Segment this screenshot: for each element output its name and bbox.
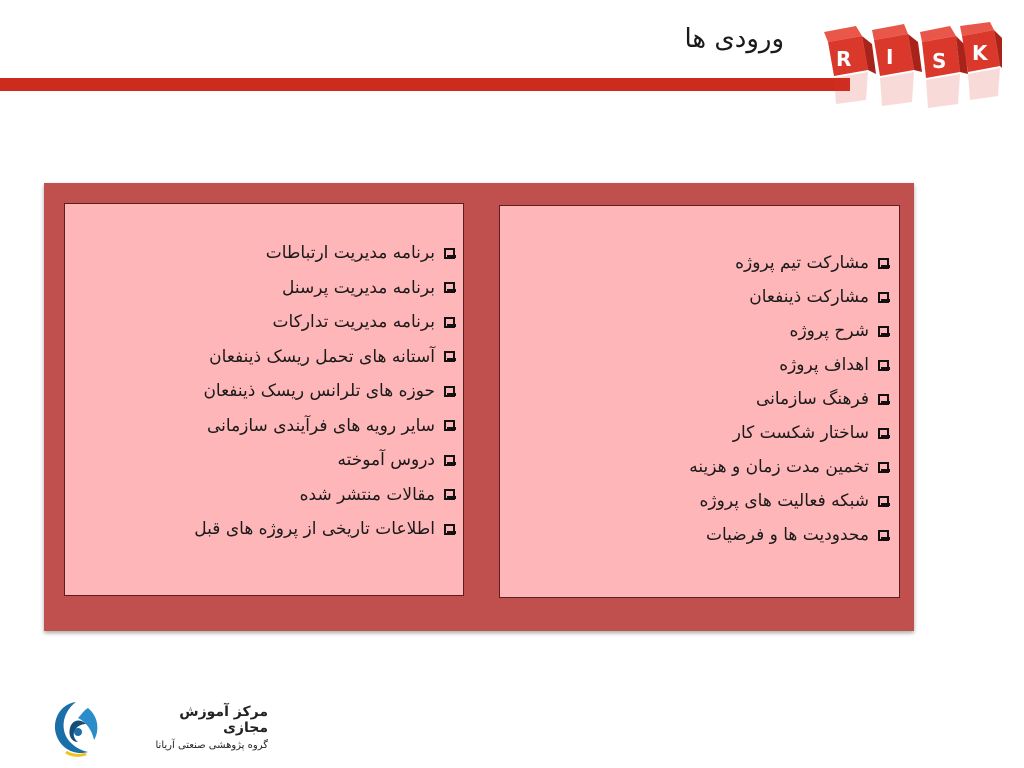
- checkbox-bullet-icon: [878, 428, 889, 439]
- svg-text:S: S: [932, 49, 947, 73]
- checkbox-bullet-icon: [444, 386, 455, 397]
- title-underline-bar: [0, 78, 850, 91]
- list-item: حوزه های تلرانس ریسک ذینفعان: [194, 374, 455, 409]
- list-item: مشارکت ذینفعان: [689, 280, 889, 314]
- checkbox-bullet-icon: [878, 258, 889, 269]
- list-item: آستانه های تحمل ریسک ذینفعان: [194, 340, 455, 375]
- checkbox-bullet-icon: [878, 462, 889, 473]
- checkbox-bullet-icon: [444, 455, 455, 466]
- checkbox-bullet-icon: [444, 282, 455, 293]
- list-item: برنامه مدیریت پرسنل: [194, 271, 455, 306]
- svg-text:I: I: [886, 45, 894, 69]
- checkbox-bullet-icon: [444, 351, 455, 362]
- left-inputs-box: [64, 203, 464, 596]
- checkbox-bullet-icon: [444, 524, 455, 535]
- checkbox-bullet-icon: [878, 530, 889, 541]
- checkbox-bullet-icon: [878, 394, 889, 405]
- footer-logo: [48, 698, 268, 760]
- list-item: اهداف پروژه: [689, 348, 889, 382]
- checkbox-bullet-icon: [878, 360, 889, 371]
- list-item: شبکه فعالیت های پروژه: [689, 484, 889, 518]
- list-item: مشارکت تیم پروژه: [689, 246, 889, 280]
- list-item: برنامه مدیریت ارتباطات: [194, 236, 455, 271]
- svg-text:R: R: [836, 47, 852, 71]
- checkbox-bullet-icon: [444, 420, 455, 431]
- list-item: برنامه مدیریت تدارکات: [194, 305, 455, 340]
- list-item: سایر رویه های فرآیندی سازمانی: [194, 409, 455, 444]
- checkbox-bullet-icon: [444, 317, 455, 328]
- list-item: اطلاعات تاریخی از پروژه های قبل: [194, 512, 455, 547]
- slide-title: ورودی ها: [684, 24, 784, 54]
- list-item: فرهنگ سازمانی: [689, 382, 889, 416]
- list-item: مقالات منتشر شده: [194, 478, 455, 513]
- right-inputs-box: [499, 205, 900, 598]
- logo-title: مرکز آموزش مجازی: [179, 704, 268, 736]
- right-inputs-list: [689, 246, 889, 552]
- list-item: شرح پروژه: [689, 314, 889, 348]
- list-item: ساختار شکست کار: [689, 416, 889, 450]
- list-item: دروس آموخته: [194, 443, 455, 478]
- logo-subtitle: گروه پژوهشی صنعتی آریانا: [155, 740, 268, 751]
- checkbox-bullet-icon: [878, 292, 889, 303]
- list-item: محدودیت ها و فرضیات: [689, 518, 889, 552]
- svg-text:K: K: [972, 41, 988, 65]
- list-item: تخمین مدت زمان و هزینه: [689, 450, 889, 484]
- checkbox-bullet-icon: [878, 496, 889, 507]
- risk-cubes-logo: [822, 22, 1002, 122]
- checkbox-bullet-icon: [878, 326, 889, 337]
- checkbox-bullet-icon: [444, 489, 455, 500]
- checkbox-bullet-icon: [444, 248, 455, 259]
- content-panel: [44, 183, 914, 631]
- aryana-emblem-icon: [48, 698, 104, 760]
- left-inputs-list: [194, 236, 455, 547]
